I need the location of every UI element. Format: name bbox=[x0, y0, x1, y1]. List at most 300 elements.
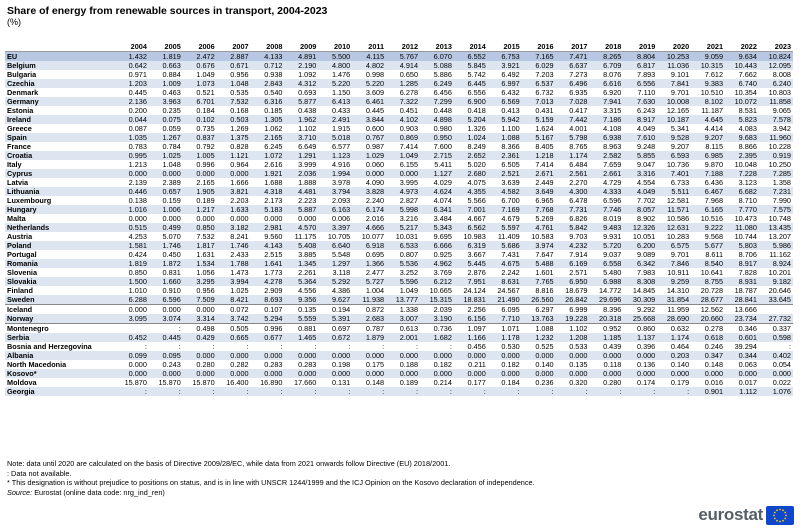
table-cell: 2.561 bbox=[556, 169, 590, 178]
row-country: Bosnia and Herzegovina bbox=[5, 342, 115, 351]
row-country: EU bbox=[5, 52, 115, 62]
table-cell: 3.667 bbox=[454, 250, 488, 259]
table-cell: 0.618 bbox=[691, 333, 725, 342]
table-cell: 7.768 bbox=[522, 205, 556, 214]
table-cell: : bbox=[284, 387, 318, 396]
table-row bbox=[5, 115, 793, 124]
table-cell: 0.246 bbox=[691, 342, 725, 351]
table-cell: 0.000 bbox=[488, 369, 522, 378]
table-cell: 11.858 bbox=[759, 97, 793, 106]
table-cell: 0.000 bbox=[725, 369, 759, 378]
table-cell: 7.442 bbox=[556, 115, 590, 124]
table-cell: 7.532 bbox=[217, 97, 251, 106]
table-cell: 0.663 bbox=[149, 61, 183, 70]
table-cell: 1.174 bbox=[556, 151, 590, 160]
header-year: 2004 bbox=[115, 42, 149, 52]
table-cell: 8.706 bbox=[725, 250, 759, 259]
table-cell: 0.452 bbox=[115, 333, 149, 342]
table-cell: 1.025 bbox=[217, 286, 251, 295]
table-row bbox=[5, 223, 793, 232]
table-cell: 0.396 bbox=[623, 342, 657, 351]
table-cell: 0.807 bbox=[386, 250, 420, 259]
table-cell: 10.736 bbox=[657, 160, 691, 169]
table-cell: 0.850 bbox=[115, 268, 149, 277]
table-cell: 20.646 bbox=[759, 286, 793, 295]
table-cell: 11.959 bbox=[657, 305, 691, 315]
table-cell: 5.217 bbox=[386, 223, 420, 232]
table-cell: 1.076 bbox=[759, 387, 793, 396]
table-cell: : bbox=[149, 324, 183, 334]
table-cell: 0.446 bbox=[115, 187, 149, 196]
table-cell: 0.413 bbox=[488, 106, 522, 115]
table-cell: 2.433 bbox=[217, 250, 251, 259]
header-year: 2005 bbox=[149, 42, 183, 52]
table-cell: 0.148 bbox=[352, 378, 386, 387]
table-cell: 0.175 bbox=[352, 360, 386, 369]
table-cell: 0.919 bbox=[759, 151, 793, 160]
table-cell: 0.445 bbox=[115, 88, 149, 97]
table-cell: 6.413 bbox=[318, 97, 352, 106]
table-cell: 4.582 bbox=[488, 187, 522, 196]
table-row bbox=[5, 133, 793, 142]
table-cell: 0.000 bbox=[183, 369, 217, 378]
table-cell: 3.978 bbox=[318, 178, 352, 187]
table-cell: 4.675 bbox=[488, 259, 522, 268]
table-cell: 8.924 bbox=[759, 259, 793, 268]
table-cell: 6.456 bbox=[420, 88, 454, 97]
table-cell: 1.601 bbox=[522, 268, 556, 277]
table-cell: 7.630 bbox=[623, 97, 657, 106]
table-cell: 10.473 bbox=[725, 214, 759, 223]
table-cell: 0.135 bbox=[284, 305, 318, 315]
table-cell: 3.710 bbox=[284, 133, 318, 142]
table-cell: 6.212 bbox=[420, 277, 454, 286]
table-cell: 8.963 bbox=[589, 142, 623, 151]
table-cell: 2.715 bbox=[420, 151, 454, 160]
table-cell: 7.983 bbox=[623, 268, 657, 277]
row-country: Slovakia bbox=[5, 277, 115, 286]
row-country: Cyprus bbox=[5, 169, 115, 178]
table-cell: 7.893 bbox=[623, 70, 657, 79]
table-cell: 6.070 bbox=[420, 52, 454, 62]
table-cell: 7.702 bbox=[623, 196, 657, 205]
table-cell: 0.347 bbox=[691, 351, 725, 360]
table-cell: 0.182 bbox=[420, 360, 454, 369]
table-cell: 7.231 bbox=[759, 187, 793, 196]
table-cell: 3.314 bbox=[183, 314, 217, 324]
table-cell: 6.682 bbox=[725, 187, 759, 196]
table-cell: 0.320 bbox=[556, 378, 590, 387]
flag-star bbox=[774, 517, 776, 519]
table-cell: 0.000 bbox=[657, 369, 691, 378]
table-cell: 8.019 bbox=[589, 214, 623, 223]
table-cell: 1.072 bbox=[251, 151, 285, 160]
table-cell: 1.338 bbox=[386, 305, 420, 315]
table-cell: 6.341 bbox=[420, 205, 454, 214]
table-cell: : bbox=[251, 342, 285, 351]
flag-star bbox=[782, 519, 784, 521]
table-cell: 8.765 bbox=[556, 142, 590, 151]
table-cell: 6.918 bbox=[352, 241, 386, 250]
table-cell: 1.127 bbox=[420, 169, 454, 178]
table-cell: 0.464 bbox=[657, 342, 691, 351]
table-cell: 5.204 bbox=[454, 115, 488, 124]
table-cell: : bbox=[522, 387, 556, 396]
table-cell: 0.000 bbox=[386, 369, 420, 378]
table-cell: 9.248 bbox=[623, 142, 657, 151]
header-year: 2023 bbox=[759, 42, 793, 52]
table-cell: 6.596 bbox=[589, 196, 623, 205]
table-cell: 8.540 bbox=[691, 259, 725, 268]
table-cell: : bbox=[352, 342, 386, 351]
table-cell: 10.048 bbox=[725, 160, 759, 169]
table-cell: 0.987 bbox=[352, 142, 386, 151]
table-cell: 7.299 bbox=[420, 97, 454, 106]
table-cell bbox=[759, 305, 793, 315]
table-cell: 6.174 bbox=[352, 205, 386, 214]
table-cell: 0.000 bbox=[183, 305, 217, 315]
table-cell: 5.364 bbox=[284, 277, 318, 286]
table-cell: 7.731 bbox=[556, 205, 590, 214]
table-cell: 6.938 bbox=[589, 133, 623, 142]
note-kosovo: * This designation is without prejudice to positions on status, and is in line with UNSCR 1244/1999 and the ICJ Opinion on the Kosovo declaration of independence. bbox=[7, 478, 535, 488]
table-cell: 13.666 bbox=[725, 305, 759, 315]
header-year: 2021 bbox=[691, 42, 725, 52]
table-cell: 3.252 bbox=[386, 268, 420, 277]
table-row bbox=[5, 196, 793, 205]
table-cell: 5.445 bbox=[454, 259, 488, 268]
table-cell: 10.744 bbox=[725, 232, 759, 241]
header-year: 2011 bbox=[352, 42, 386, 52]
table-cell: 1.534 bbox=[183, 259, 217, 268]
table-cell: 2.165 bbox=[183, 178, 217, 187]
table-cell: 5.559 bbox=[284, 314, 318, 324]
table-cell: 28.841 bbox=[725, 295, 759, 305]
table-cell: 3.794 bbox=[318, 187, 352, 196]
table-cell: 0.000 bbox=[284, 351, 318, 360]
table-cell: 9.701 bbox=[657, 88, 691, 97]
table-row bbox=[5, 378, 793, 387]
header-year: 2008 bbox=[251, 42, 285, 52]
row-country: Georgia bbox=[5, 387, 115, 396]
table-cell: 6.467 bbox=[691, 187, 725, 196]
table-cell: 9.259 bbox=[657, 277, 691, 286]
table-cell: 10.228 bbox=[759, 142, 793, 151]
table-cell: 1.048 bbox=[217, 79, 251, 88]
table-row bbox=[5, 70, 793, 79]
table-cell: 7.841 bbox=[657, 79, 691, 88]
table-cell: 0.964 bbox=[217, 160, 251, 169]
table-cell: 1.872 bbox=[149, 259, 183, 268]
table-cell: 2.472 bbox=[183, 52, 217, 62]
table-cell: : bbox=[183, 342, 217, 351]
table-cell: 0.000 bbox=[115, 305, 149, 315]
eu-flag-icon bbox=[766, 506, 794, 525]
table-row bbox=[5, 169, 793, 178]
table-cell: 7.951 bbox=[454, 277, 488, 286]
table-cell: 1.476 bbox=[318, 70, 352, 79]
table-cell: 10.077 bbox=[352, 232, 386, 241]
table-cell: : bbox=[183, 387, 217, 396]
table-cell: 0.063 bbox=[725, 360, 759, 369]
table-cell: 7.765 bbox=[522, 277, 556, 286]
notes-block bbox=[7, 459, 535, 497]
flag-star bbox=[784, 517, 786, 519]
table-cell: 5.596 bbox=[386, 277, 420, 286]
table-cell: : bbox=[623, 387, 657, 396]
table-cell: 4.090 bbox=[352, 178, 386, 187]
table-cell: 5.183 bbox=[251, 205, 285, 214]
table-cell: 2.661 bbox=[589, 169, 623, 178]
table-cell: 6.552 bbox=[454, 52, 488, 62]
table-row bbox=[5, 324, 793, 334]
header-year: 2009 bbox=[284, 42, 318, 52]
table-cell: 2.361 bbox=[488, 151, 522, 160]
table-cell: 0.000 bbox=[454, 351, 488, 360]
table-cell: 2.876 bbox=[454, 268, 488, 277]
table-cell: 5.511 bbox=[657, 187, 691, 196]
table-cell: 1.121 bbox=[217, 151, 251, 160]
table-cell: 4.667 bbox=[454, 214, 488, 223]
table-cell: 5.842 bbox=[556, 223, 590, 232]
table-cell: 0.672 bbox=[318, 333, 352, 342]
table-cell: 0.000 bbox=[251, 214, 285, 223]
table-cell: 0.000 bbox=[183, 214, 217, 223]
table-cell: 0.135 bbox=[556, 360, 590, 369]
table-cell: 0.697 bbox=[318, 324, 352, 334]
table-cell: 6.593 bbox=[657, 151, 691, 160]
row-country: Germany bbox=[5, 97, 115, 106]
table-cell: 0.445 bbox=[352, 106, 386, 115]
table-cell: 2.136 bbox=[115, 97, 149, 106]
table-cell: 12.631 bbox=[657, 223, 691, 232]
table-cell: 1.006 bbox=[149, 205, 183, 214]
table-cell: 2.449 bbox=[522, 178, 556, 187]
table-cell: 5.292 bbox=[318, 277, 352, 286]
table-cell: 6.240 bbox=[759, 79, 793, 88]
table-cell: 1.213 bbox=[115, 160, 149, 169]
table-cell: 7.578 bbox=[759, 115, 793, 124]
table-cell: 3.216 bbox=[386, 214, 420, 223]
table-cell: 6.319 bbox=[454, 241, 488, 250]
table-cell: 3.118 bbox=[318, 268, 352, 277]
source-line bbox=[7, 488, 535, 498]
table-cell: 1.305 bbox=[251, 115, 285, 124]
table-cell: 9.703 bbox=[556, 232, 590, 241]
table-cell: 3.095 bbox=[115, 314, 149, 324]
table-cell: 6.492 bbox=[488, 70, 522, 79]
table-cell: 11.409 bbox=[488, 232, 522, 241]
table-cell: 10.201 bbox=[759, 268, 793, 277]
table-cell: 2.582 bbox=[589, 151, 623, 160]
table-cell: 0.000 bbox=[759, 369, 793, 378]
table-cell: 4.355 bbox=[454, 187, 488, 196]
table-cell: 8.816 bbox=[522, 286, 556, 295]
table-cell: 1.432 bbox=[115, 52, 149, 62]
table-cell: 3.074 bbox=[149, 314, 183, 324]
table-cell: 2.256 bbox=[454, 305, 488, 315]
table-cell: 0.059 bbox=[149, 124, 183, 133]
table-cell: 10.665 bbox=[420, 286, 454, 295]
table-cell: 8.102 bbox=[691, 97, 725, 106]
table-cell: 4.556 bbox=[284, 286, 318, 295]
table-cell: 2.173 bbox=[251, 196, 285, 205]
table-cell: 25.668 bbox=[623, 314, 657, 324]
table-cell: : bbox=[386, 342, 420, 351]
table-cell: 6.997 bbox=[488, 79, 522, 88]
table-cell: 0.525 bbox=[522, 342, 556, 351]
table-cell: 0.235 bbox=[149, 106, 183, 115]
table-cell: 5.341 bbox=[657, 124, 691, 133]
table-cell: 13.763 bbox=[522, 314, 556, 324]
row-country: Austria bbox=[5, 232, 115, 241]
table-cell: 24.124 bbox=[454, 286, 488, 295]
table-cell: 6.700 bbox=[488, 196, 522, 205]
table-cell: 1.267 bbox=[149, 133, 183, 142]
table-cell: 0.000 bbox=[318, 351, 352, 360]
table-cell: 4.962 bbox=[420, 259, 454, 268]
table-cell: 1.888 bbox=[284, 178, 318, 187]
table-cell: 7.990 bbox=[759, 196, 793, 205]
table-cell: 8.755 bbox=[691, 277, 725, 286]
table-cell: 0.910 bbox=[149, 286, 183, 295]
table-cell: 1.819 bbox=[115, 259, 149, 268]
table-cell: 10.641 bbox=[691, 268, 725, 277]
table-cell: 7.203 bbox=[522, 70, 556, 79]
table-cell: 5.798 bbox=[556, 133, 590, 142]
table-cell: 5.677 bbox=[691, 241, 725, 250]
table-cell: 6.575 bbox=[657, 241, 691, 250]
table-cell: 0.189 bbox=[183, 196, 217, 205]
table-cell: 3.995 bbox=[386, 178, 420, 187]
table-cell: 0.000 bbox=[352, 169, 386, 178]
header-country bbox=[5, 42, 115, 52]
table-row bbox=[5, 232, 793, 241]
table-cell: 6.029 bbox=[522, 61, 556, 70]
table-cell: 6.155 bbox=[386, 160, 420, 169]
table-cell: 2.016 bbox=[352, 214, 386, 223]
table-cell: 9.560 bbox=[251, 232, 285, 241]
table-cell: 6.249 bbox=[420, 79, 454, 88]
table-cell: 1.746 bbox=[149, 241, 183, 250]
flag-star bbox=[779, 508, 781, 510]
table-cell: 10.983 bbox=[454, 232, 488, 241]
table-cell: 3.182 bbox=[217, 223, 251, 232]
table-cell: 0.598 bbox=[759, 333, 793, 342]
table-cell: 0.346 bbox=[725, 324, 759, 334]
table-cell: 7.110 bbox=[623, 88, 657, 97]
table-row bbox=[5, 88, 793, 97]
table-cell: 5.686 bbox=[488, 241, 522, 250]
table-cell: 0.677 bbox=[251, 333, 285, 342]
table-cell: 5.855 bbox=[623, 151, 657, 160]
table-cell: 3.844 bbox=[352, 115, 386, 124]
table-cell: 1.071 bbox=[488, 324, 522, 334]
table-cell: : bbox=[420, 342, 454, 351]
table-cell: 8.611 bbox=[691, 250, 725, 259]
table-cell: 5.845 bbox=[454, 61, 488, 70]
table-cell: 0.000 bbox=[522, 369, 556, 378]
row-country: Albania bbox=[5, 351, 115, 360]
table-cell: 4.001 bbox=[556, 124, 590, 133]
table-cell: 10.443 bbox=[725, 61, 759, 70]
table-cell: 0.000 bbox=[115, 369, 149, 378]
table-cell: 6.826 bbox=[556, 214, 590, 223]
table-cell: 2.395 bbox=[725, 151, 759, 160]
table-cell: 9.695 bbox=[420, 232, 454, 241]
flag-star bbox=[773, 514, 775, 516]
table-cell: : bbox=[386, 387, 420, 396]
table-cell: 0.657 bbox=[149, 187, 183, 196]
table-cell: 0.000 bbox=[284, 214, 318, 223]
table-cell: 0.000 bbox=[149, 369, 183, 378]
table-cell: 3.639 bbox=[488, 178, 522, 187]
table-cell: 1.097 bbox=[454, 324, 488, 334]
table-cell: 11.080 bbox=[725, 223, 759, 232]
table-cell: 4.624 bbox=[420, 187, 454, 196]
table-cell: : bbox=[115, 342, 149, 351]
table-cell: 6.558 bbox=[589, 259, 623, 268]
table-cell: 1.009 bbox=[149, 79, 183, 88]
table-cell: 1.297 bbox=[318, 259, 352, 268]
source-label: Source: bbox=[7, 487, 33, 497]
table-cell: 0.448 bbox=[420, 106, 454, 115]
table-cell: 3.999 bbox=[284, 160, 318, 169]
table-cell: 1.024 bbox=[454, 133, 488, 142]
header-year: 2015 bbox=[488, 42, 522, 52]
table-cell: 10.911 bbox=[657, 268, 691, 277]
table-cell: 3.828 bbox=[352, 187, 386, 196]
table-cell: 0.767 bbox=[352, 133, 386, 142]
table-cell: 6.297 bbox=[522, 305, 556, 315]
table-cell: 6.478 bbox=[556, 196, 590, 205]
table-cell: 3.649 bbox=[522, 187, 556, 196]
table-cell bbox=[115, 324, 149, 334]
table-cell: 0.445 bbox=[149, 333, 183, 342]
table-cell: : bbox=[217, 342, 251, 351]
table-cell: 20.728 bbox=[691, 286, 725, 295]
table-cell: 9.207 bbox=[691, 133, 725, 142]
table-cell: 1.773 bbox=[251, 268, 285, 277]
row-country: Serbia bbox=[5, 333, 115, 342]
note-directive: Note: data until 2020 are calculated on the basis of Directive 2009/28/EC, while data from 2021 onwards follow Directive (EU) 2018/2001. bbox=[7, 459, 451, 468]
row-country: Portugal bbox=[5, 250, 115, 259]
table-cell: 0.189 bbox=[386, 378, 420, 387]
table-cell: 6.988 bbox=[589, 277, 623, 286]
table-cell: 8.265 bbox=[589, 52, 623, 62]
table-cell: 10.748 bbox=[759, 214, 793, 223]
table-cell: 0.344 bbox=[725, 351, 759, 360]
table-cell: 0.901 bbox=[691, 387, 725, 396]
table-cell: 4.278 bbox=[251, 277, 285, 286]
table-cell: 1.269 bbox=[217, 124, 251, 133]
table-cell: 1.062 bbox=[251, 124, 285, 133]
table-cell: 10.510 bbox=[691, 88, 725, 97]
table-cell: 9.037 bbox=[589, 250, 623, 259]
table-cell: 1.682 bbox=[420, 333, 454, 342]
table-cell: 6.577 bbox=[318, 142, 352, 151]
row-country: Greece bbox=[5, 124, 115, 133]
table-cell: 0.530 bbox=[488, 342, 522, 351]
table-cell: 18.679 bbox=[556, 286, 590, 295]
table-cell: 2.242 bbox=[488, 268, 522, 277]
table-cell: 1.056 bbox=[183, 268, 217, 277]
row-country: Iceland bbox=[5, 305, 115, 315]
table-cell: 6.985 bbox=[691, 151, 725, 160]
row-country: Poland bbox=[5, 241, 115, 250]
table-cell: 5.269 bbox=[522, 214, 556, 223]
table-cell: 1.150 bbox=[318, 88, 352, 97]
